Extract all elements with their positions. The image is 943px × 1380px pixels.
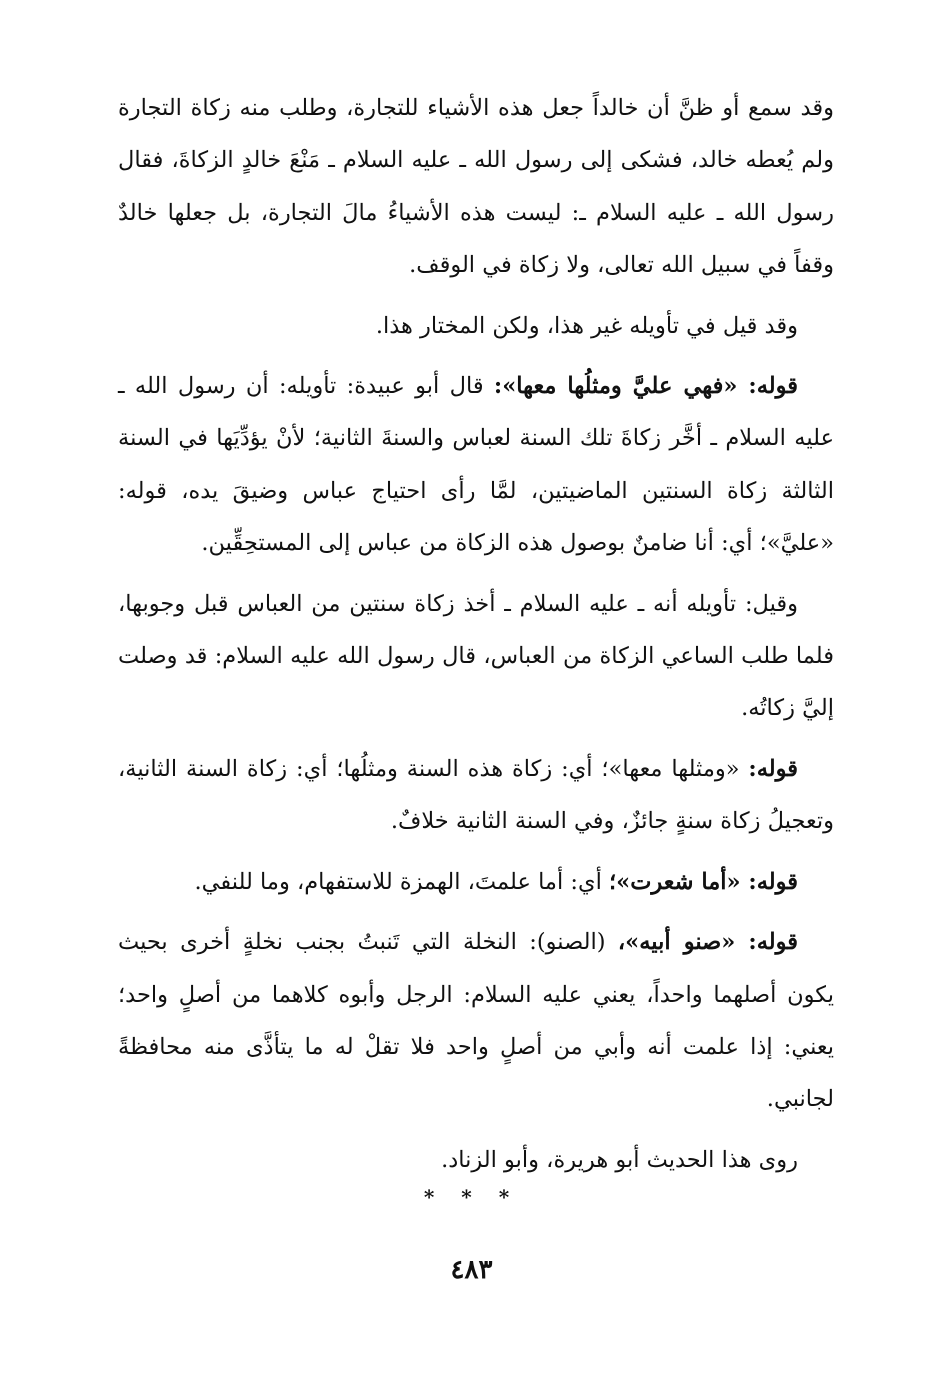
paragraph-text: روى هذا الحديث أبو هريرة، وأبو الزناد. <box>441 1146 798 1173</box>
paragraph <box>118 82 834 292</box>
paragraph-text: وقيل: تأويله أنه ـ عليه السلام ـ أخذ زكاة سنتين من العباس قبل وجوبها، فلما طلب الساعي الزكاة من العباس، قال رسول الله عليه السلام: قد وصلت إليَّ زكاتُه. <box>118 590 834 722</box>
paragraph-label: قوله: «صنو أبيه»، <box>617 929 798 956</box>
paragraph <box>118 743 834 848</box>
paragraph <box>118 916 834 1126</box>
paragraph-label: قوله: «فهي عليَّ ومثلُها معها»: <box>493 373 798 400</box>
paragraph <box>118 360 834 570</box>
body-text <box>118 82 834 1194</box>
paragraph <box>118 578 834 735</box>
paragraph <box>118 300 834 352</box>
paragraph <box>118 856 834 908</box>
paragraph-text: وقد سمع أو ظنَّ أن خالداً جعل هذه الأشياء للتجارة، وطلب منه زكاة التجارة ولم يُعطه خالد، فشكى إلى رسول الله ـ عليه السلام ـ مَنْعَ خالدٍ الزكاةَ، فقال رسول الله ـ عليه السلام ـ: ليست هذه الأشياءُ مالَ التجارة، بل جعلها خالدٌ وقفاً في سبيل الله تعالى، ولا زكاة في الوقف. <box>118 95 834 279</box>
paragraph-text: وقد قيل في تأويله غير هذا، ولكن المختار هذا. <box>375 312 798 339</box>
paragraph <box>118 1134 834 1186</box>
paragraph-text: «ومثلها معها»؛ أي: زكاة هذه السنة ومثلُها؛ أي: زكاة السنة الثانية، وتعجيلُ زكاة سنةٍ جائزٌ، وفي السنة الثانية خلافٌ. <box>118 755 834 835</box>
paragraph-label: قوله: <box>748 755 798 782</box>
paragraph-text: قال أبو عبيدة: تأويله: أن رسول الله ـ عليه السلام ـ أخَّر زكاةَ تلك السنة لعباس والسنةَ الثانية؛ لأنْ يؤدِّيَها في السنة الثالثة زكاة السنتين الماضيتين، لمَّا رأى احتياج عباس وضيقَ يده، قوله: «عليَّ»؛ أي: أنا ضامنٌ بوصول هذه الزكاة من عباس إلى المستحِقِّين. <box>118 373 834 557</box>
section-separator: * * * <box>423 1185 520 1209</box>
page-number: ٤٨٣ <box>450 1255 493 1285</box>
paragraph-text: (الصنو): النخلة التي تَنبتُ بجنب نخلةٍ أخرى بحيث يكون أصلهما واحداً، يعني عليه السلام: الرجل وأبوه كلاهما من أصلٍ واحد؛ يعني: إذا علمت أنه وأبي من أصلٍ واحد فلا تقلْ له ما يتأذَّى منه محافظةً لجانبي. <box>118 929 834 1113</box>
paragraph-text: أي: أما علمتَ، الهمزة للاستفهام، وما للنفي. <box>194 868 609 895</box>
paragraph-label: قوله: «أما شعرت»؛ <box>608 868 798 895</box>
